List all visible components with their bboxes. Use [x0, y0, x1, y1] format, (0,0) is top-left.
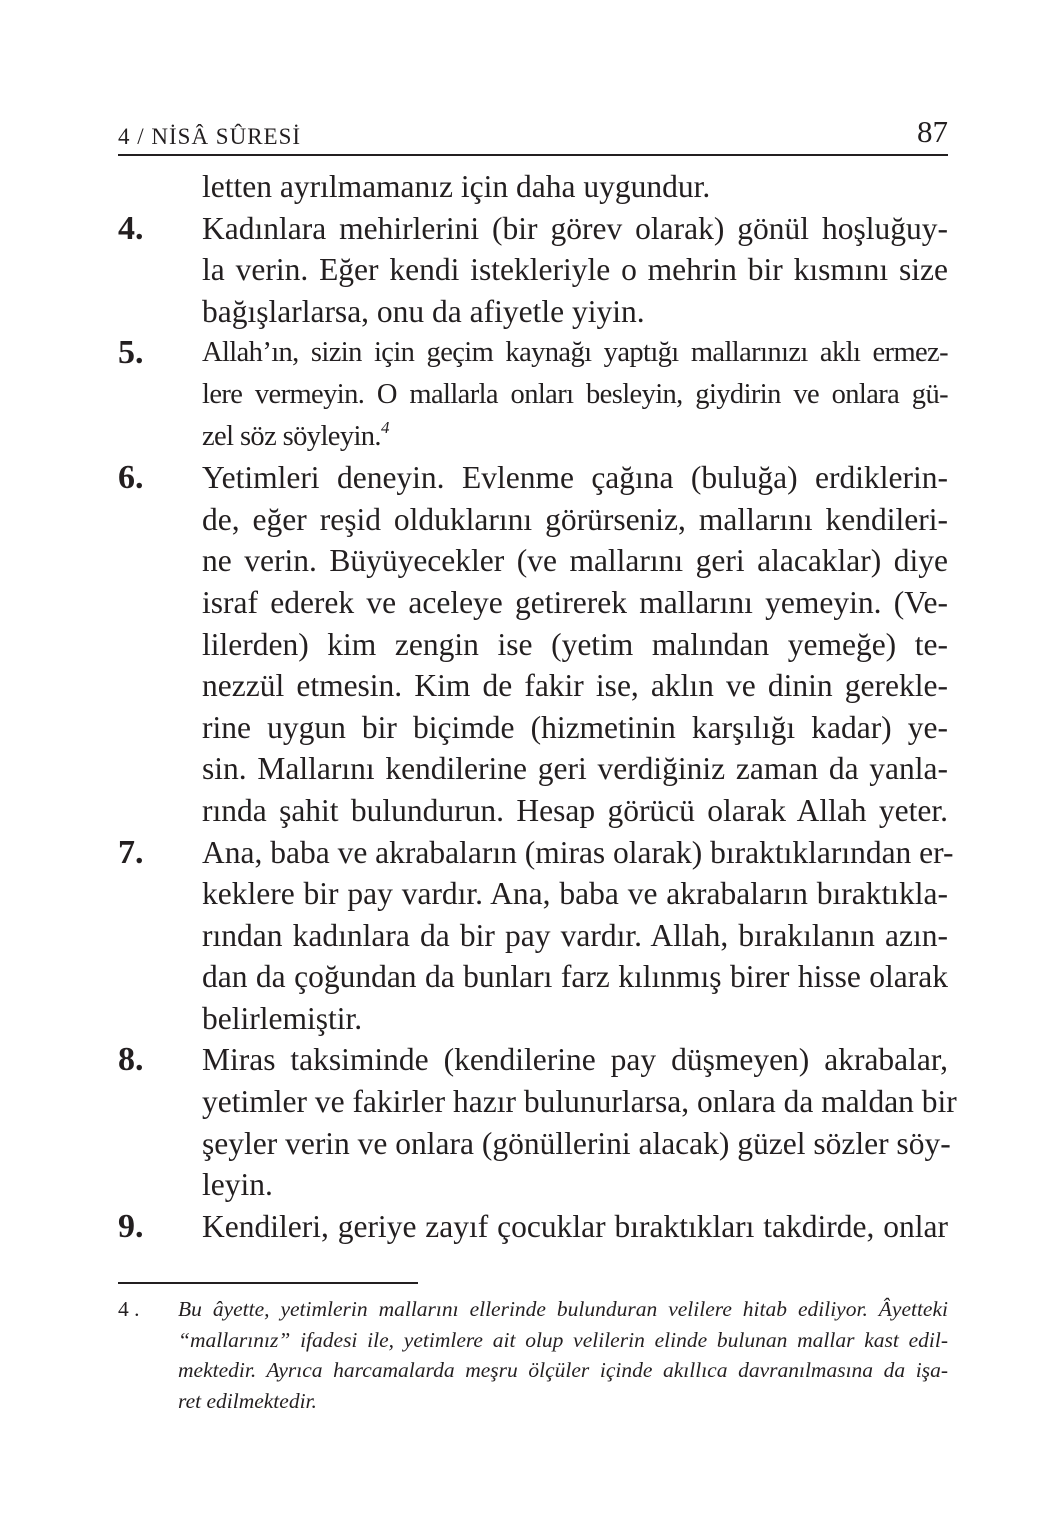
verse-text	[118, 166, 957, 1247]
text-line	[118, 1081, 957, 1123]
verse-line-text	[202, 1081, 957, 1123]
text-line	[118, 457, 948, 499]
text-line	[118, 707, 948, 749]
text-line	[118, 416, 948, 458]
line-content: sin. Mallarını kendilerine geri verdiğiniz zaman da yanla-	[202, 751, 948, 787]
text-line	[118, 832, 954, 874]
line-content: Miras taksiminde (kendilerine pay düşmeyen) akrabalar,	[202, 1042, 948, 1078]
verse-number: 5.	[118, 334, 144, 372]
verse-line-text	[202, 707, 948, 749]
verse-number: 9.	[118, 1207, 144, 1245]
footnote-text: “mallarınız” ifadesi ile, yetimlere ait olup velilerin elinde bulunan mallar kast edil-	[178, 1327, 948, 1352]
line-content: yetimler ve fakirler hazır bulunurlarsa, onlara da maldan bir	[202, 1084, 957, 1120]
line-content: Kadınlara mehirlerini (bir görev olarak) gönül hoşluğuy-	[202, 210, 948, 246]
text-line	[118, 915, 948, 957]
text-line	[118, 956, 948, 998]
verse-number: 4.	[118, 209, 144, 247]
line-content: lilerden) kim zengin ise (yetim malından yemeğe) te-	[202, 626, 948, 662]
verse-line-text	[202, 457, 948, 499]
verse-line-text	[202, 332, 948, 374]
text-line	[118, 998, 948, 1040]
text-line	[118, 166, 948, 208]
footnote-line	[118, 1386, 948, 1417]
verse-line-text	[202, 665, 948, 707]
line-content: dan da çoğundan da bunları farz kılınmış birer hisse olarak	[202, 959, 948, 995]
verse-line-text	[202, 582, 948, 624]
verse-line-text	[202, 873, 948, 915]
line-content: Allah’ın, sizin için geçim kaynağı yaptığı mallarınızı aklı ermez-	[202, 337, 948, 369]
verse-number: 6.	[118, 459, 144, 497]
line-content: zel söz söyleyin.	[202, 420, 381, 452]
line-content: bağışlarlarsa, onu da afiyetle yiyin.	[202, 293, 645, 329]
footnote-text: ret edilmektedir.	[178, 1388, 317, 1413]
line-content: letten ayrılmamanız için daha uygundur.	[202, 169, 711, 204]
text-line	[118, 249, 948, 291]
verse-line-text	[202, 208, 948, 250]
verse-line-text	[202, 915, 948, 957]
verse-line-text	[202, 249, 948, 291]
verse-line-text	[202, 416, 948, 458]
running-title: 4 / NİSÂ SÛRESİ	[118, 124, 302, 149]
text-line	[118, 499, 948, 541]
verse-number: 7.	[118, 833, 144, 871]
line-content: ne verin. Büyüyecekler (ve mallarını geri alacaklar) diye	[202, 543, 948, 579]
verse-line-text	[202, 1206, 948, 1248]
verse-line-text	[202, 748, 948, 790]
verse-line-text	[202, 790, 948, 832]
verse-line-text	[202, 1123, 951, 1165]
line-content: rine uygun bir biçimde (hizmetinin karşılığı kadar) ye-	[202, 709, 948, 745]
line-content: nezzül etmesin. Kim de fakir ise, aklın ve dinin gerekle-	[202, 668, 948, 704]
page-header	[118, 108, 948, 156]
text-line	[118, 1206, 948, 1248]
line-content: rından kadınlara da bir pay vardır. Allah, bırakılanın azın-	[202, 917, 948, 953]
footnote-divider	[118, 1282, 418, 1284]
verse-number: 8.	[118, 1041, 144, 1079]
verse-line-text	[202, 1164, 948, 1206]
text-line	[118, 665, 948, 707]
line-content: la verin. Eğer kendi istekleriyle o mehrin bir kısmını size	[202, 252, 948, 288]
footnote-text: mektedir. Ayrıca harcamalarda meşru ölçüler içinde akıllıca davranılmasına da işa-	[178, 1358, 948, 1382]
verse-line-text	[202, 499, 948, 541]
line-content: lere vermeyin. O mallarla onları besleyin, giydirin ve onlara gü-	[202, 378, 948, 410]
verse-line-text	[202, 374, 948, 416]
verse-line-text	[202, 1039, 948, 1081]
line-content: Yetimleri deneyin. Evlenme çağına (buluğa) erdiklerin-	[202, 460, 948, 496]
text-line	[118, 1123, 951, 1165]
text-line	[118, 374, 948, 416]
line-content: belirlemiştir.	[202, 1000, 363, 1036]
footnote-line	[118, 1294, 948, 1325]
page-number: 87	[917, 114, 948, 149]
verse-line-text	[202, 166, 948, 208]
text-line	[118, 540, 948, 582]
text-line	[118, 748, 948, 790]
footnotes	[118, 1294, 948, 1416]
text-line	[118, 332, 948, 374]
text-line	[118, 1164, 948, 1206]
line-content: leyin.	[202, 1167, 273, 1203]
line-content: rında şahit bulundurun. Hesap görücü olarak Allah yeter.	[202, 792, 948, 828]
text-line	[118, 208, 948, 250]
verse-line-text	[202, 832, 954, 874]
verse-line-text	[202, 540, 948, 582]
verse-line-text	[202, 291, 948, 333]
line-content: Kendileri, geriye zayıf çocuklar bıraktıkları takdirde, onlar	[202, 1208, 948, 1244]
text-line	[118, 624, 948, 666]
line-content: israf ederek ve aceleye getirerek mallarını yemeyin. (Ve-	[202, 584, 948, 620]
line-content: şeyler verin ve onlara (gönüllerini alacak) güzel sözler söy-	[202, 1125, 951, 1161]
text-line	[118, 790, 948, 832]
footnote-line	[118, 1355, 948, 1386]
line-content: keklere bir pay vardır. Ana, baba ve akrabaların bıraktıkla-	[202, 876, 948, 912]
verse-line-text	[202, 624, 948, 666]
footnote-reference[interactable]: 4	[380, 417, 389, 437]
text-line	[118, 582, 948, 624]
line-content: de, eğer reşid olduklarını görürseniz, mallarını kendileri-	[202, 501, 948, 537]
text-line	[118, 291, 948, 333]
text-line	[118, 1039, 948, 1081]
verse-line-text	[202, 998, 948, 1040]
text-line	[118, 873, 948, 915]
footnote-line	[118, 1325, 948, 1356]
verse-line-text	[202, 956, 948, 998]
footnote-marker: 4 .	[118, 1297, 140, 1321]
footnote-text: Bu âyette, yetimlerin mallarını ellerinde bulunduran velilere hitab ediliyor. Âyetteki	[178, 1297, 948, 1321]
line-content: Ana, baba ve akrabaların (miras olarak) bıraktıklarından er-	[202, 834, 954, 870]
